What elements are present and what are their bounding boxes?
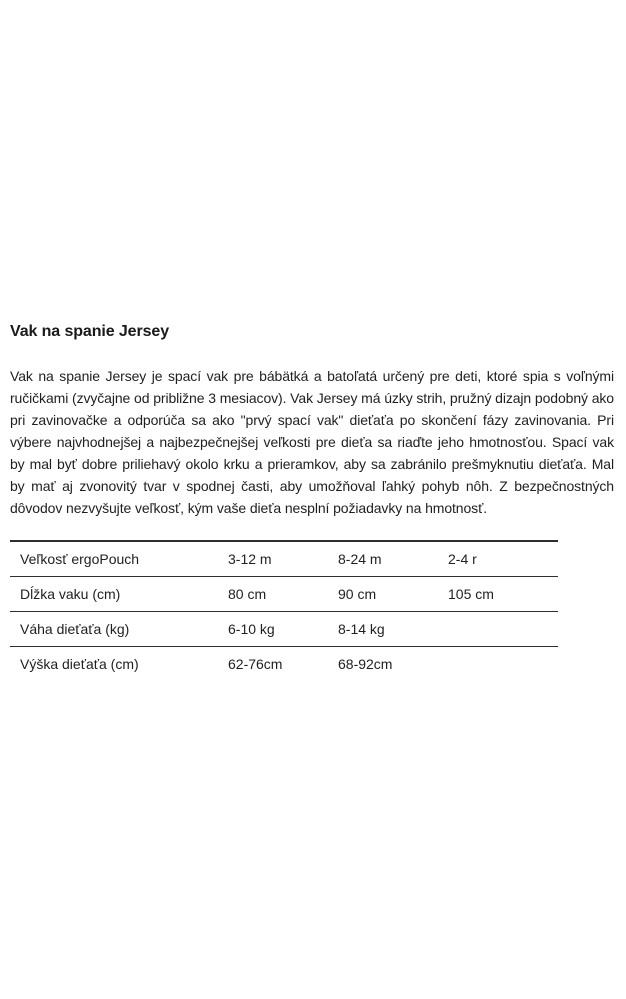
table-row — [10, 611, 558, 646]
table-cell — [448, 646, 558, 681]
row-label: Dĺžka vaku (cm) — [20, 585, 121, 602]
product-description: Vak na spanie Jersey je spací vak pre bábätká a batoľatá určený pre deti, ktoré spia s voľnými ručičkami (zvyčajne od približne 3 mesiacov). Vak Jersey má úzky strih, pružný dizajn podobný ako pri zavinovačke a odporúča sa ako "prvý spací vak" dieťaťa po skončení fázy zavinovania. Pri výbere najvhodnejšej a najbezpečnejšej veľkosti pre dieťa sa riaďte jeho hmotnosťou. Spací vak by mal byť dobre priliehavý okolo krku a prieramkov, aby sa zabránilo prešmyknutiu dieťaťa. Mal by mať aj zvonovitý tvar v spodnej časti, aby umožňoval ľahký pohyb nôh. Z bezpečnostných dôvodov nezvyšujte veľkosť, kým vaše dieťa nesplní požiadavky na hmotnosť. — [10, 368, 614, 516]
table-row — [10, 646, 558, 681]
table-cell: 105 cm — [448, 585, 494, 602]
product-title: Vak na spanie Jersey — [10, 323, 170, 340]
table-row — [10, 576, 558, 611]
table-cell: 8-24 m — [338, 550, 382, 567]
row-label: Váha dieťaťa (kg) — [20, 620, 130, 637]
table-cell: 68-92cm — [338, 655, 393, 672]
table-cell: 6-10 kg — [228, 620, 275, 637]
table-cell: 3-12 m — [228, 550, 272, 567]
row-label: Výška dieťaťa (cm) — [20, 655, 139, 672]
table-cell — [448, 611, 558, 646]
row-label: Veľkosť ergoPouch — [20, 550, 140, 567]
table-cell: 62-76cm — [228, 655, 283, 672]
table-cell: 80 cm — [228, 585, 267, 602]
table-cell: 90 cm — [338, 585, 377, 602]
size-table — [10, 540, 558, 681]
table-row — [10, 541, 558, 576]
table-cell: 8-14 kg — [338, 620, 385, 637]
table-cell: 2-4 r — [448, 550, 477, 567]
